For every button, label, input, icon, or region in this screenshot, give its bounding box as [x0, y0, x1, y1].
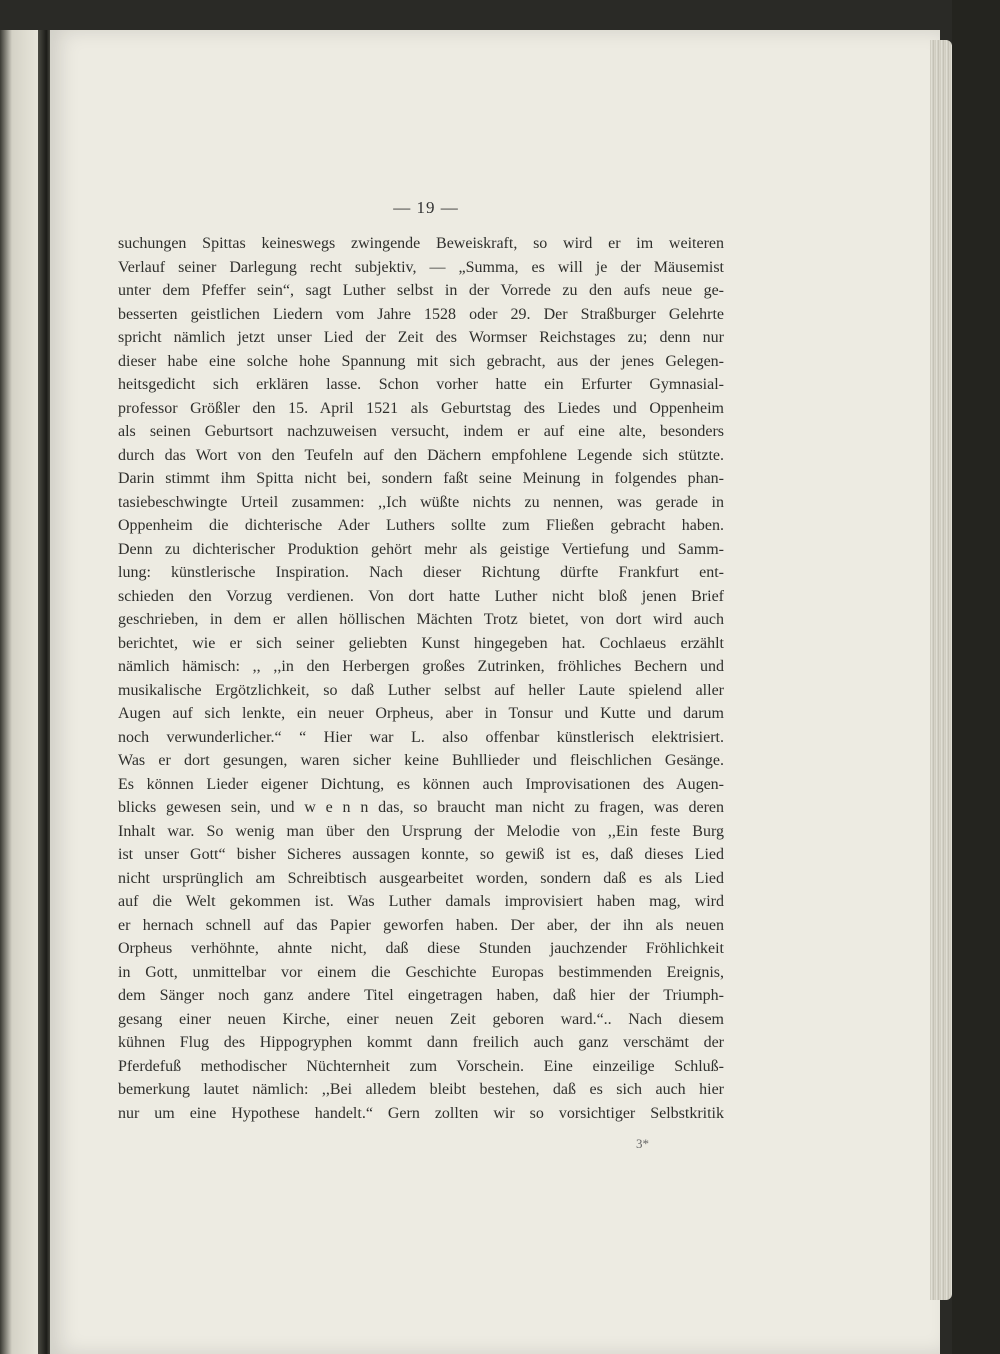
text-line: schieden den Vorzug verdienen. Von dort hatte Luther nicht bloß jenen Brief: [118, 587, 724, 605]
text-line: Denn zu dichterischer Produktion gehört mehr als geistige Vertiefung und Samm-: [118, 540, 724, 558]
text-line: heitsgedicht sich erklären lasse. Schon vorher hatte ein Erfurter Gymnasial-: [118, 376, 724, 393]
text-line: als seinen Geburtsort nachzuweisen versucht, indem er auf eine alte, besonders: [118, 423, 724, 440]
left-page-edge: [0, 30, 40, 1354]
text-line: Pferdefuß methodischer Nüchternheit zum Vorschein. Eine einzeilige Schluß-: [118, 1057, 724, 1075]
text-line: ist unser Gott“ bisher Sicheres aussagen konnte, so gewiß ist es, daß dieses Lied: [118, 846, 724, 863]
text-line: geschrieben, in dem er allen höllischen Mächten Trotz bietet, von dort wird auch: [118, 611, 724, 628]
text-line: lung: künstlerische Inspiration. Nach dieser Richtung dürfte Frankfurt ent-: [118, 564, 724, 581]
text-line: musikalische Ergötzlichkeit, so daß Luther selbst auf heller Laute spielend aller: [118, 681, 724, 699]
text-line: in Gott, unmittelbar vor einem die Geschichte Europas bestimmenden Ereignis,: [118, 963, 724, 981]
text-line: nämlich hämisch: ,, ,,in den Herbergen großes Zutrinken, fröhliches Bechern und: [118, 658, 724, 675]
text-line: besserten geistlichen Liedern vom Jahre 1528 oder 29. Der Straßburger Gelehrte: [118, 305, 724, 323]
text-line: nur um eine Hypothese handelt.“ Gern zollten wir so vorsichtiger Selbstkritik: [118, 1104, 724, 1122]
text-line: dem Sänger noch ganz andere Titel eingetragen haben, daß hier der Triumph-: [118, 987, 724, 1004]
text-line: gesang einer neuen Kirche, einer neuen Zeit geboren ward.“.. Nach diesem: [118, 1010, 724, 1028]
text-line: suchungen Spittas keineswegs zwingende Beweiskraft, so wird er im weiteren: [118, 235, 724, 252]
text-line: Orpheus verhöhnte, ahnte nicht, daß diese Stunden jauchzender Fröhlichkeit: [118, 940, 724, 957]
text-line: berichtet, wie er sich seiner geliebten Kunst hingegeben hat. Cochlaeus erzählt: [118, 634, 724, 652]
signature-mark: 3*: [636, 1136, 649, 1151]
text-line: Augen auf sich lenkte, ein neuer Orpheus, aber in Tonsur und Kutte und darum: [118, 705, 724, 722]
text-line: tasiebeschwingte Urteil zusammen: ,,Ich wüßte nichts zu nennen, was gerade in: [118, 493, 724, 511]
text-line: professor Größler den 15. April 1521 als Geburtstag des Liedes und Oppenheim: [118, 399, 724, 417]
text-line: blicks gewesen sein, und w e n n das, so braucht man nicht zu fragen, was deren: [118, 799, 724, 816]
page-number: — 19 —: [393, 198, 459, 217]
text-line: kühnen Flug des Hippogryphen kommt dann freilich auch ganz verschämt der: [118, 1034, 724, 1051]
body-text: [118, 232, 724, 1125]
text-line: Darin stimmt ihm Spitta nicht bei, sondern faßt seine Meinung in folgendes phan-: [118, 470, 724, 487]
text-line: Inhalt war. So wenig man über den Ursprung der Melodie von ,,Ein feste Burg: [118, 822, 724, 840]
text-line: nicht ursprünglich am Schreibtisch ausgearbeitet worden, sondern daß es als Lied: [118, 869, 724, 887]
text-line: spricht nämlich jetzt unser Lied der Zeit des Wormser Reichstages zu; denn nur: [118, 329, 724, 346]
stacked-page-edges: [930, 40, 952, 1300]
text-line: Verlauf seiner Darlegung recht subjektiv, — „Summa, es will je der Mäusemist: [118, 258, 724, 276]
text-line: durch das Wort von den Teufeln auf den Dächern empfohlene Legende sich stützte.: [118, 446, 724, 464]
text-line: Es können Lieder eigener Dichtung, es können auch Improvisationen des Augen-: [118, 775, 724, 793]
text-line: noch verwunderlicher.“ “ Hier war L. also offenbar künstlerisch elektrisiert.: [118, 728, 724, 746]
text-line: unter dem Pfeffer sein“, sagt Luther selbst in der Vorrede zu den aufs neue ge-: [118, 282, 724, 299]
text-line: Was er dort gesungen, waren sicher keine Buhllieder und fleischlichen Gesänge.: [118, 752, 724, 769]
scan-background: [952, 0, 1000, 1354]
text-line: Oppenheim die dichterische Ader Luthers sollte zum Fließen gebracht haben.: [118, 517, 724, 534]
text-line: auf die Welt gekommen ist. Was Luther damals improvisiert haben mag, wird: [118, 893, 724, 910]
text-line: dieser habe eine solche hohe Spannung mit sich gebracht, aus der jenes Gelegen-: [118, 352, 724, 370]
text-line: bemerkung lautet nämlich: ,,Bei alledem bleibt bestehen, daß es sich auch hier: [118, 1081, 724, 1098]
text-line: er hernach schnell auf das Papier geworfen haben. Der aber, der ihn als neuen: [118, 916, 724, 934]
